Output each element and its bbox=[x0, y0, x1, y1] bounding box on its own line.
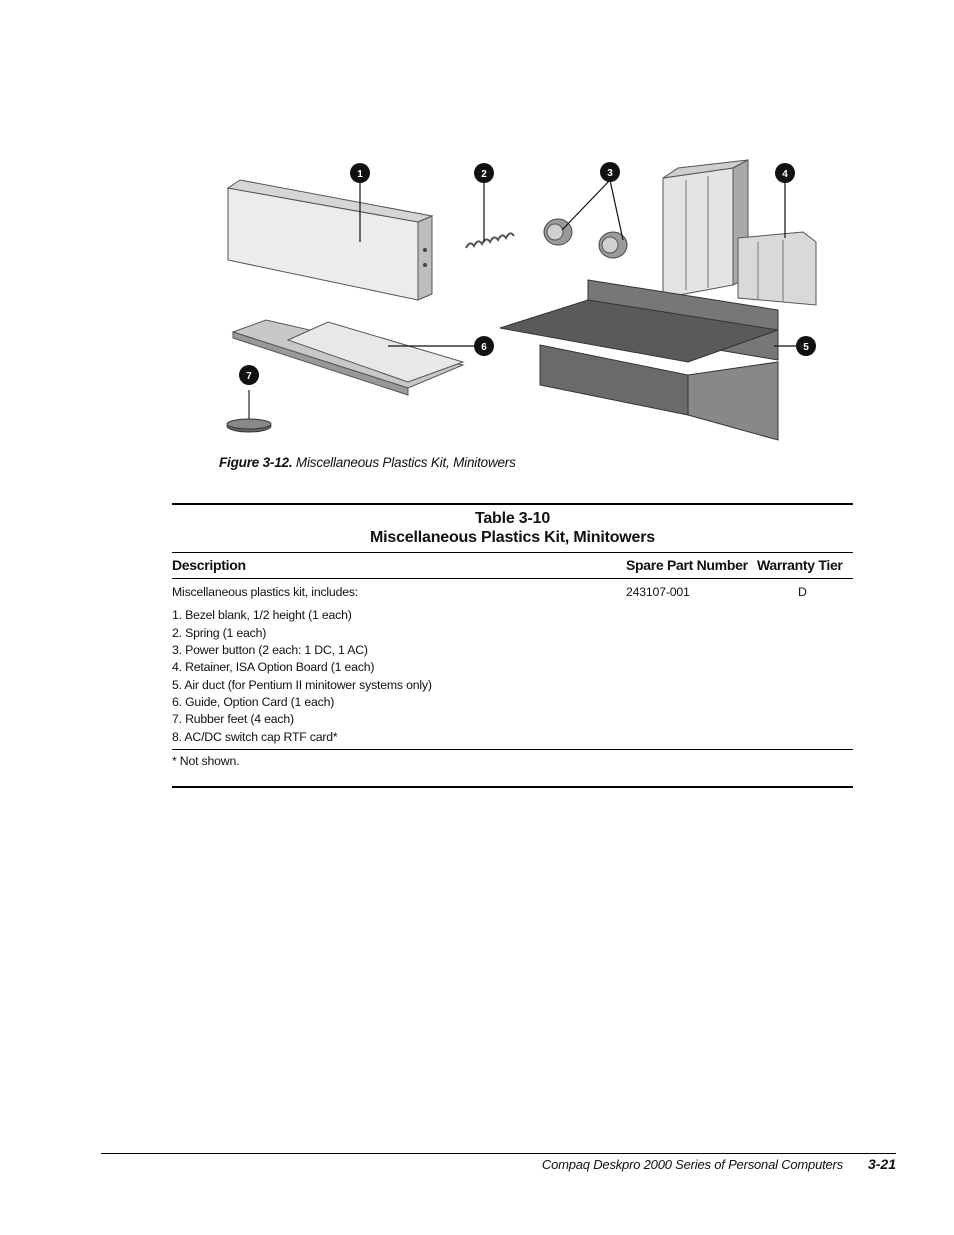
table-title: Miscellaneous Plastics Kit, Minitowers bbox=[370, 529, 655, 546]
svg-text:2: 2 bbox=[481, 169, 487, 180]
column-header-warranty-tier: Warranty Tier bbox=[757, 557, 843, 573]
callout-7 bbox=[239, 365, 259, 385]
column-header-spare-part-number: Spare Part Number bbox=[626, 557, 748, 573]
option-card-guide-part bbox=[233, 320, 463, 395]
svg-text:4: 4 bbox=[782, 169, 788, 180]
page-number: 3-21 bbox=[867, 1156, 896, 1172]
callout-4 bbox=[775, 163, 795, 183]
footer-title: Compaq Deskpro 2000 Series of Personal Computers bbox=[541, 1157, 843, 1172]
retainer-part bbox=[663, 160, 816, 305]
parts-table bbox=[172, 503, 853, 788]
air-duct-part bbox=[500, 280, 778, 440]
svg-text:7: 7 bbox=[246, 371, 252, 382]
list-item: 8. AC/DC switch cap RTF card* bbox=[172, 730, 338, 744]
footer-rule bbox=[101, 1153, 896, 1154]
bezel-blank-part bbox=[228, 180, 432, 300]
callout-1 bbox=[350, 163, 370, 183]
figure-caption-label: Figure 3-12. bbox=[219, 455, 293, 470]
kit-description: Miscellaneous plastics kit, includes: bbox=[172, 585, 359, 599]
list-item: 7. Rubber feet (4 each) bbox=[172, 712, 294, 726]
list-item: 6. Guide, Option Card (1 each) bbox=[172, 695, 335, 709]
callout-5 bbox=[796, 336, 816, 356]
spring-part bbox=[466, 233, 514, 248]
parts-figure bbox=[218, 150, 830, 445]
table-header-row bbox=[172, 553, 853, 578]
callout-6 bbox=[474, 336, 494, 356]
svg-text:5: 5 bbox=[803, 342, 809, 353]
svg-text:1: 1 bbox=[357, 169, 363, 180]
rubber-foot-part bbox=[227, 390, 271, 432]
warranty-tier: D bbox=[798, 585, 807, 599]
list-item: 2. Spring (1 each) bbox=[172, 626, 267, 640]
svg-text:6: 6 bbox=[481, 342, 487, 353]
table-body bbox=[172, 579, 853, 749]
table-title-block bbox=[172, 505, 853, 552]
power-buttons-part bbox=[544, 219, 627, 258]
table-number: Table 3-10 bbox=[474, 510, 551, 527]
table-bottom-rule bbox=[172, 786, 853, 788]
figure-caption bbox=[219, 455, 516, 470]
list-item: 1. Bezel blank, 1/2 height (1 each) bbox=[172, 608, 352, 622]
list-item: 3. Power button (2 each: 1 DC, 1 AC) bbox=[172, 643, 368, 657]
svg-text:3: 3 bbox=[607, 168, 613, 179]
list-item: 5. Air duct (for Pentium II minitower systems only) bbox=[172, 678, 432, 692]
figure-caption-text: Miscellaneous Plastics Kit, Minitowers bbox=[292, 455, 516, 470]
column-header-description: Description bbox=[172, 557, 246, 573]
parts-illustration bbox=[218, 150, 830, 445]
callout-3 bbox=[600, 162, 620, 182]
spare-part-number: 243107-001 bbox=[626, 585, 690, 599]
table-note-row bbox=[172, 750, 853, 786]
list-item: 4. Retainer, ISA Option Board (1 each) bbox=[172, 660, 375, 674]
callout-2 bbox=[474, 163, 494, 183]
table-note: * Not shown. bbox=[172, 754, 240, 768]
